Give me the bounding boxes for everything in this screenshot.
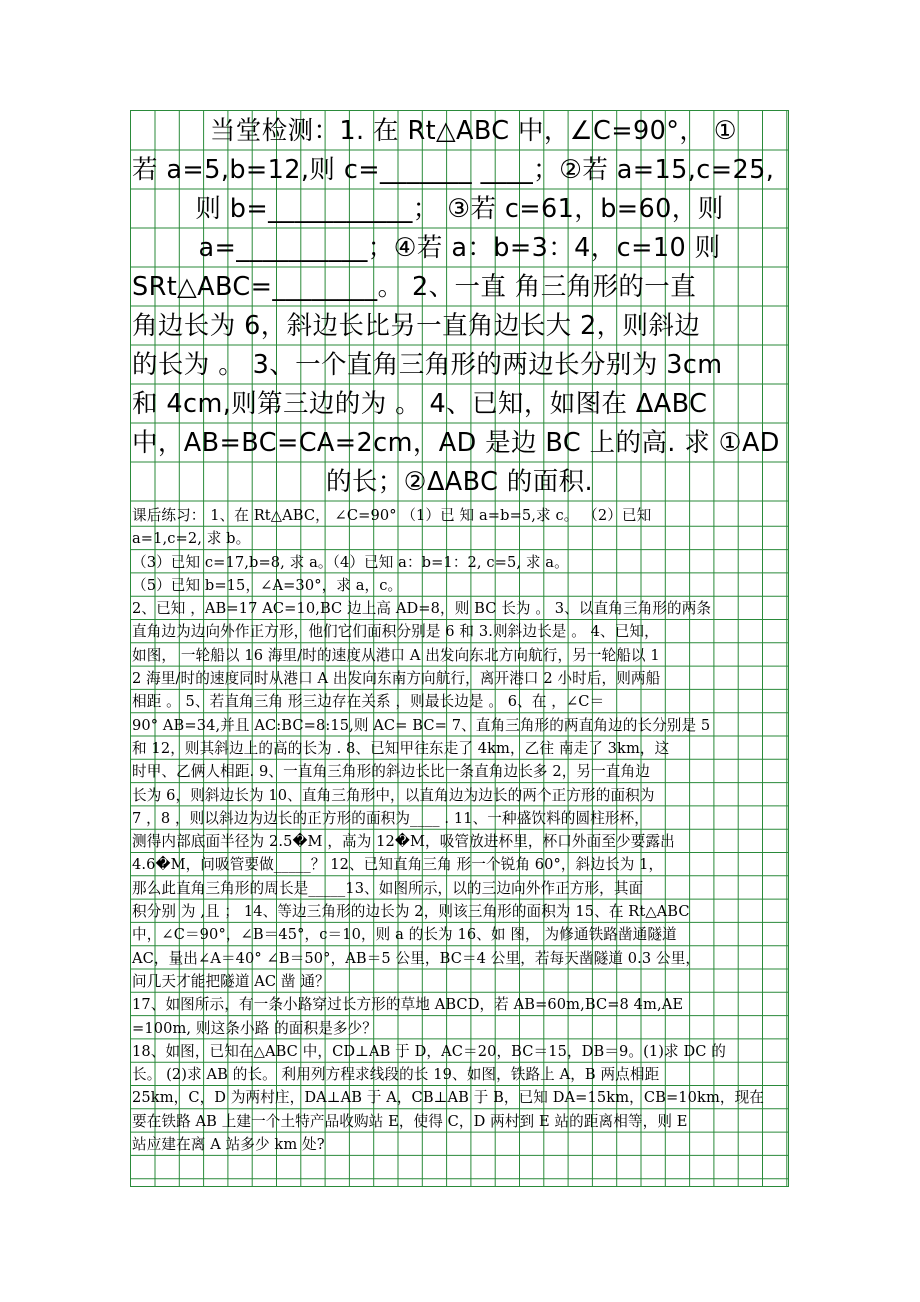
small-line: （5）已知 b=15，∠A=30°，求 a，c。 — [132, 576, 403, 594]
small-line: 课后练习： 1、在 Rt△ABC， ∠C=90° （1）已 知 a=b=5,求 c。 （2）已知 — [132, 507, 652, 524]
document-body — [132, 112, 787, 1156]
small-line: 时甲、乙俩人相距. 9、一直角三角形的斜边长比一条直角边长多 2，另一直角边 — [132, 763, 650, 781]
small-line: 2、已知 ，AB=17 AC=10,BC 边上高 AD=8，则 BC 长为 。 3、以直角三角形的两条 — [132, 600, 712, 618]
big-line-2: 若 a=5,b=12,则 c=_______ ____；②若 a=15,c=25, — [132, 155, 775, 185]
small-line: 相距 。 5、若直角三角 形三边存在关系 ，则最长边是 。 6、在 ，∠C＝ — [132, 693, 605, 711]
small-line: 和 12，则其斜边上的高的长为 . 8、已知甲往东走了 4km，乙往 南走了 3km，这 — [132, 739, 670, 757]
small-line: 问几天才能把隧道 AC 凿 通？ — [132, 972, 330, 990]
small-line: 如图， 一轮船以 16 海里/时的速度从港口 A 出发向东北方向航行，另一轮船以 1 — [132, 646, 660, 664]
big-line-4: a=__________；④若 a：b=3：4，c=10 则 — [198, 233, 721, 263]
small-line: （3）已知 c=17,b=8, 求 a。（4）已知 a：b=1：2, c=5, 求 a。 — [132, 553, 569, 571]
small-line: 站应建在离 A 站多少 km 处? — [132, 1136, 325, 1154]
big-line-10: 的长；②ΔABC 的面积. — [325, 467, 593, 497]
small-line: 中，∠C＝90°，∠B＝45°，c＝10，则 a 的长为 16、如 图， 为修通铁路凿通隧道 — [132, 926, 677, 944]
small-line: 7 ，8 ，则以斜边为边长的正方形的面积为____ . 11、一种盛饮料的圆柱形杯， — [132, 809, 649, 827]
big-line-9: 中，AB=BC=CA=2cm，AD 是边 BC 上的高. 求 ①AD — [132, 428, 780, 458]
small-line: 4.6�M，问吸管要做_____？ 12、已知直角三角 形一个锐角 60°，斜边长为 1， — [132, 856, 664, 874]
small-line: 测得内部底面半径为 2.5�M ，高为 12�M，吸管放进杯里，杯口外面至少要露出 — [132, 833, 675, 851]
small-line: 17、如图所示，有一条小路穿过长方形的草地 ABCD，若 AB=60m,BC=8 4m,AE — [132, 996, 684, 1014]
small-line: 长为 6，则斜边长为 10、直角三角形中，以直角边为边长的两个正方形的面积为 — [132, 786, 655, 804]
big-line-6: 角边长为 6，斜边长比另一直角边长大 2，则斜边 — [132, 311, 701, 341]
small-line: 那么此直角三角形的周长是_____13、如图所示，以的三边向外作正方形，其面 — [132, 879, 644, 897]
in-class-test-section — [132, 112, 787, 502]
big-line-8: 和 4cm,则第三边的为 。 4、已知，如图在 ΔABC — [132, 389, 708, 419]
small-line: =100m, 则这条小路 的面积是多少？ — [132, 1019, 377, 1037]
big-line-1: 当堂检测：1. 在 Rt△ABC 中，∠C=90°， ① — [209, 116, 738, 146]
small-line: 积分别 为 ,且 ； 14、等边三角形的边长为 2，则该三角形的面积为 15、在 Rt△ABC — [132, 903, 690, 921]
small-line: AC，量出∠A＝40° ∠B＝50°，AB＝5 公里，BC＝4 公里，若每天凿隧道 0.3 公里， — [132, 949, 701, 967]
small-line: 长。 (2)求 AB 的长。 利用列方程求线段的长 19、如图，铁路上 A，B 两点相距 — [132, 1066, 660, 1084]
small-line: 2 海里/时的速度同时从港口 A 出发向东南方向航行，离开港口 2 小时后，则两船 — [132, 670, 661, 688]
small-line: a=1,c=2, 求 b。 — [132, 530, 251, 548]
small-line: 18、如图，已知在△ABC 中，CD⊥AB 于 D，AC＝20，BC＝15，DB＝9。(1)求 DC 的 — [132, 1042, 726, 1060]
small-line: 90° AB=34,并且 AC:BC=8:15,则 AC= BC= 7、直角三角形的两直角边的长分别是 5 — [132, 716, 711, 734]
homework-section — [132, 504, 787, 1156]
small-line: 25km，C，D 为两村庄，DA⊥AB 于 A，CB⊥AB 于 B，已知 DA=15km，CB=10km，现在 — [132, 1089, 765, 1107]
small-line: 直角边为边向外作正方形，他们它们面积分别是 6 和 3.则斜边长是 。 4、已知， — [132, 623, 659, 641]
big-line-5: SRt△ABC=________。 2、一直 角三角形的一直 — [132, 272, 697, 302]
big-line-7: 的长为 。 3、一个直角三角形的两边长分别为 3cm — [132, 350, 723, 380]
small-line: 要在铁路 AB 上建一个土特产品收购站 E，使得 C，D 两村到 E 站的距离相等，则 E — [132, 1112, 688, 1130]
big-line-3: 则 b=___________； ③若 c=61，b=60，则 — [195, 194, 724, 224]
